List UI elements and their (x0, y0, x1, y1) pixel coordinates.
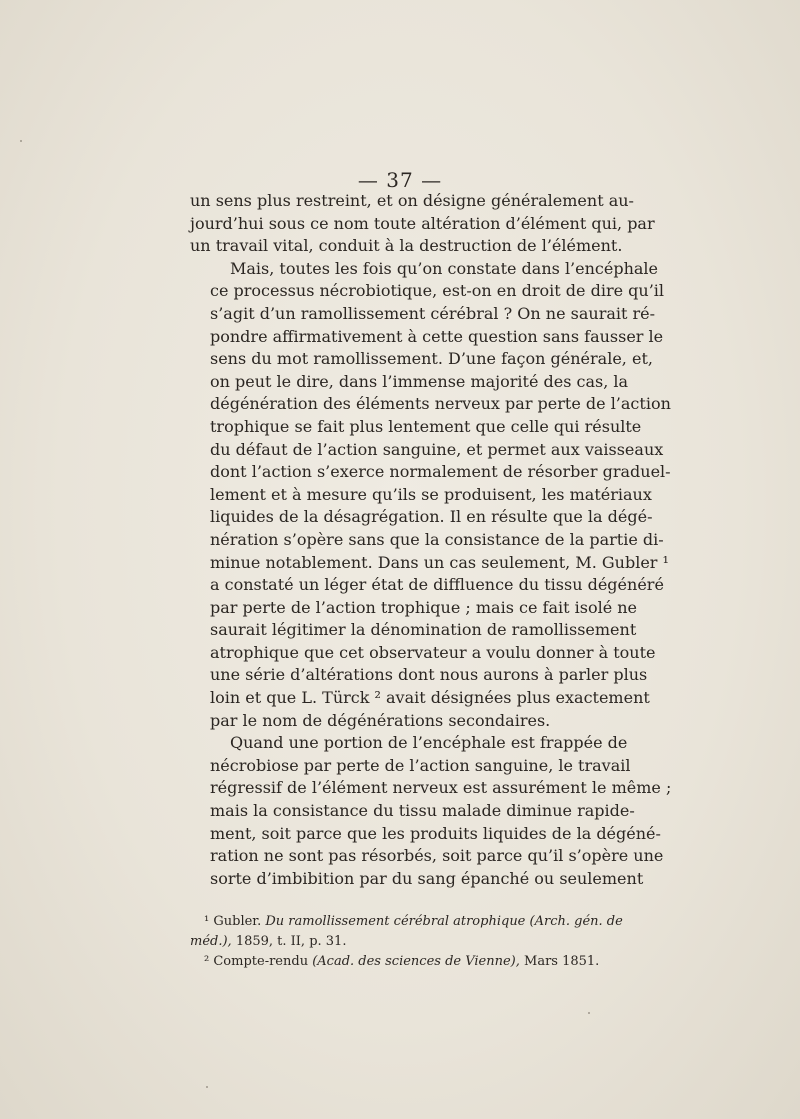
text-line: s’agit d’un ramollissement cérébral ? On ne saurait ré- (210, 303, 656, 323)
text-line: liquides de la désagrégation. Il en résulte que la dégé- (210, 507, 653, 527)
footnote-journal: (Arch. gén. de (529, 914, 623, 929)
text-line: ment, soit parce que les produits liquides de la dégéné- (210, 823, 661, 843)
text-line: nécrobiose par perte de l’action sanguine, le travail (210, 755, 631, 775)
footnote-author: Gubler. (213, 914, 262, 929)
text-line: loin et que L. Türck ² avait désignées plus exactement (210, 688, 650, 708)
footnotes (190, 912, 623, 972)
text-line: mais la consistance du tissu malade diminue rapide- (210, 801, 635, 821)
paragraph-3 (190, 732, 672, 890)
footnote-marker: ¹ (204, 914, 210, 929)
text-line: Mais, toutes les fois qu’on constate dans l’encéphale (230, 258, 659, 278)
text-line: pondre affirmativement à cette question sans fausser le (210, 326, 664, 346)
paragraph-1 (190, 190, 655, 258)
footnote-author: Compte-rendu (213, 954, 309, 969)
text-line: lement et à mesure qu’ils se produisent, les matériaux (210, 484, 652, 504)
text-line: dégénération des éléments nerveux par perte de l’action (210, 394, 671, 414)
page-number: — 37 — (357, 168, 443, 192)
text-line: par perte de l’action trophique ; mais ce fait isolé ne (210, 597, 638, 617)
text-line: saurait légitimer la dénomination de ramollissement (210, 620, 637, 640)
text-line: ce processus nécrobiotique, est-on en droit de dire qu’il (210, 281, 665, 301)
text-line: on peut le dire, dans l’immense majorité des cas, la (210, 371, 629, 391)
paper-speck (206, 1086, 208, 1088)
text-line: nération s’opère sans que la consistance de la partie di- (210, 529, 664, 549)
text-line: sorte d’imbibition par du sang épanché ou seulement (210, 868, 644, 888)
text-line: jourd’hui sous ce nom toute altération d’élément qui, par (190, 213, 655, 233)
footnote-journal: (Acad. des sciences de Vienne), (312, 954, 520, 969)
text-line: un travail vital, conduit à la destruction de l’élément. (190, 236, 623, 256)
text-line: dont l’action s’exerce normalement de résorber graduel- (210, 462, 671, 482)
body-text (190, 190, 672, 890)
text-line: par le nom de dégénérations secondaires. (210, 710, 551, 730)
paper-speck (20, 140, 22, 142)
footnote-1-continued (190, 932, 612, 952)
footnote-2 (190, 952, 612, 972)
text-line: minue notablement. Dans un cas seulement, M. Gubler ¹ (210, 552, 669, 572)
text-line: trophique se fait plus lentement que celle qui résulte (210, 416, 642, 436)
text-line: régressif de l’élément nerveux est assurément le même ; (210, 778, 672, 798)
text-line: du défaut de l’action sanguine, et permet aux vaisseaux (210, 439, 664, 459)
text-line: Quand une portion de l’encéphale est frappée de (230, 733, 628, 753)
text-line: sens du mot ramollissement. D’une façon générale, et, (210, 349, 653, 369)
footnote-title: Du ramollissement cérébral atrophique (265, 914, 526, 929)
footnote-journal-continued: méd.), (190, 934, 232, 949)
text-line: ration ne sont pas résorbés, soit parce qu’il s’opère une (210, 846, 664, 866)
text-line: atrophique que cet observateur a voulu donner à toute (210, 642, 656, 662)
footnote-marker: ² (204, 954, 210, 969)
paper-speck (588, 1012, 590, 1014)
text-line: un sens plus restreint, et on désigne généralement au- (190, 191, 634, 210)
text-line: a constaté un léger état de diffluence du tissu dégénéré (210, 575, 664, 595)
footnote-details: Mars 1851. (524, 954, 600, 969)
text-line: une série d’altérations dont nous aurons à parler plus (210, 665, 648, 685)
paragraph-2 (190, 258, 671, 732)
footnote-1 (190, 912, 623, 932)
footnote-details: 1859, t. II, p. 31. (235, 934, 347, 949)
